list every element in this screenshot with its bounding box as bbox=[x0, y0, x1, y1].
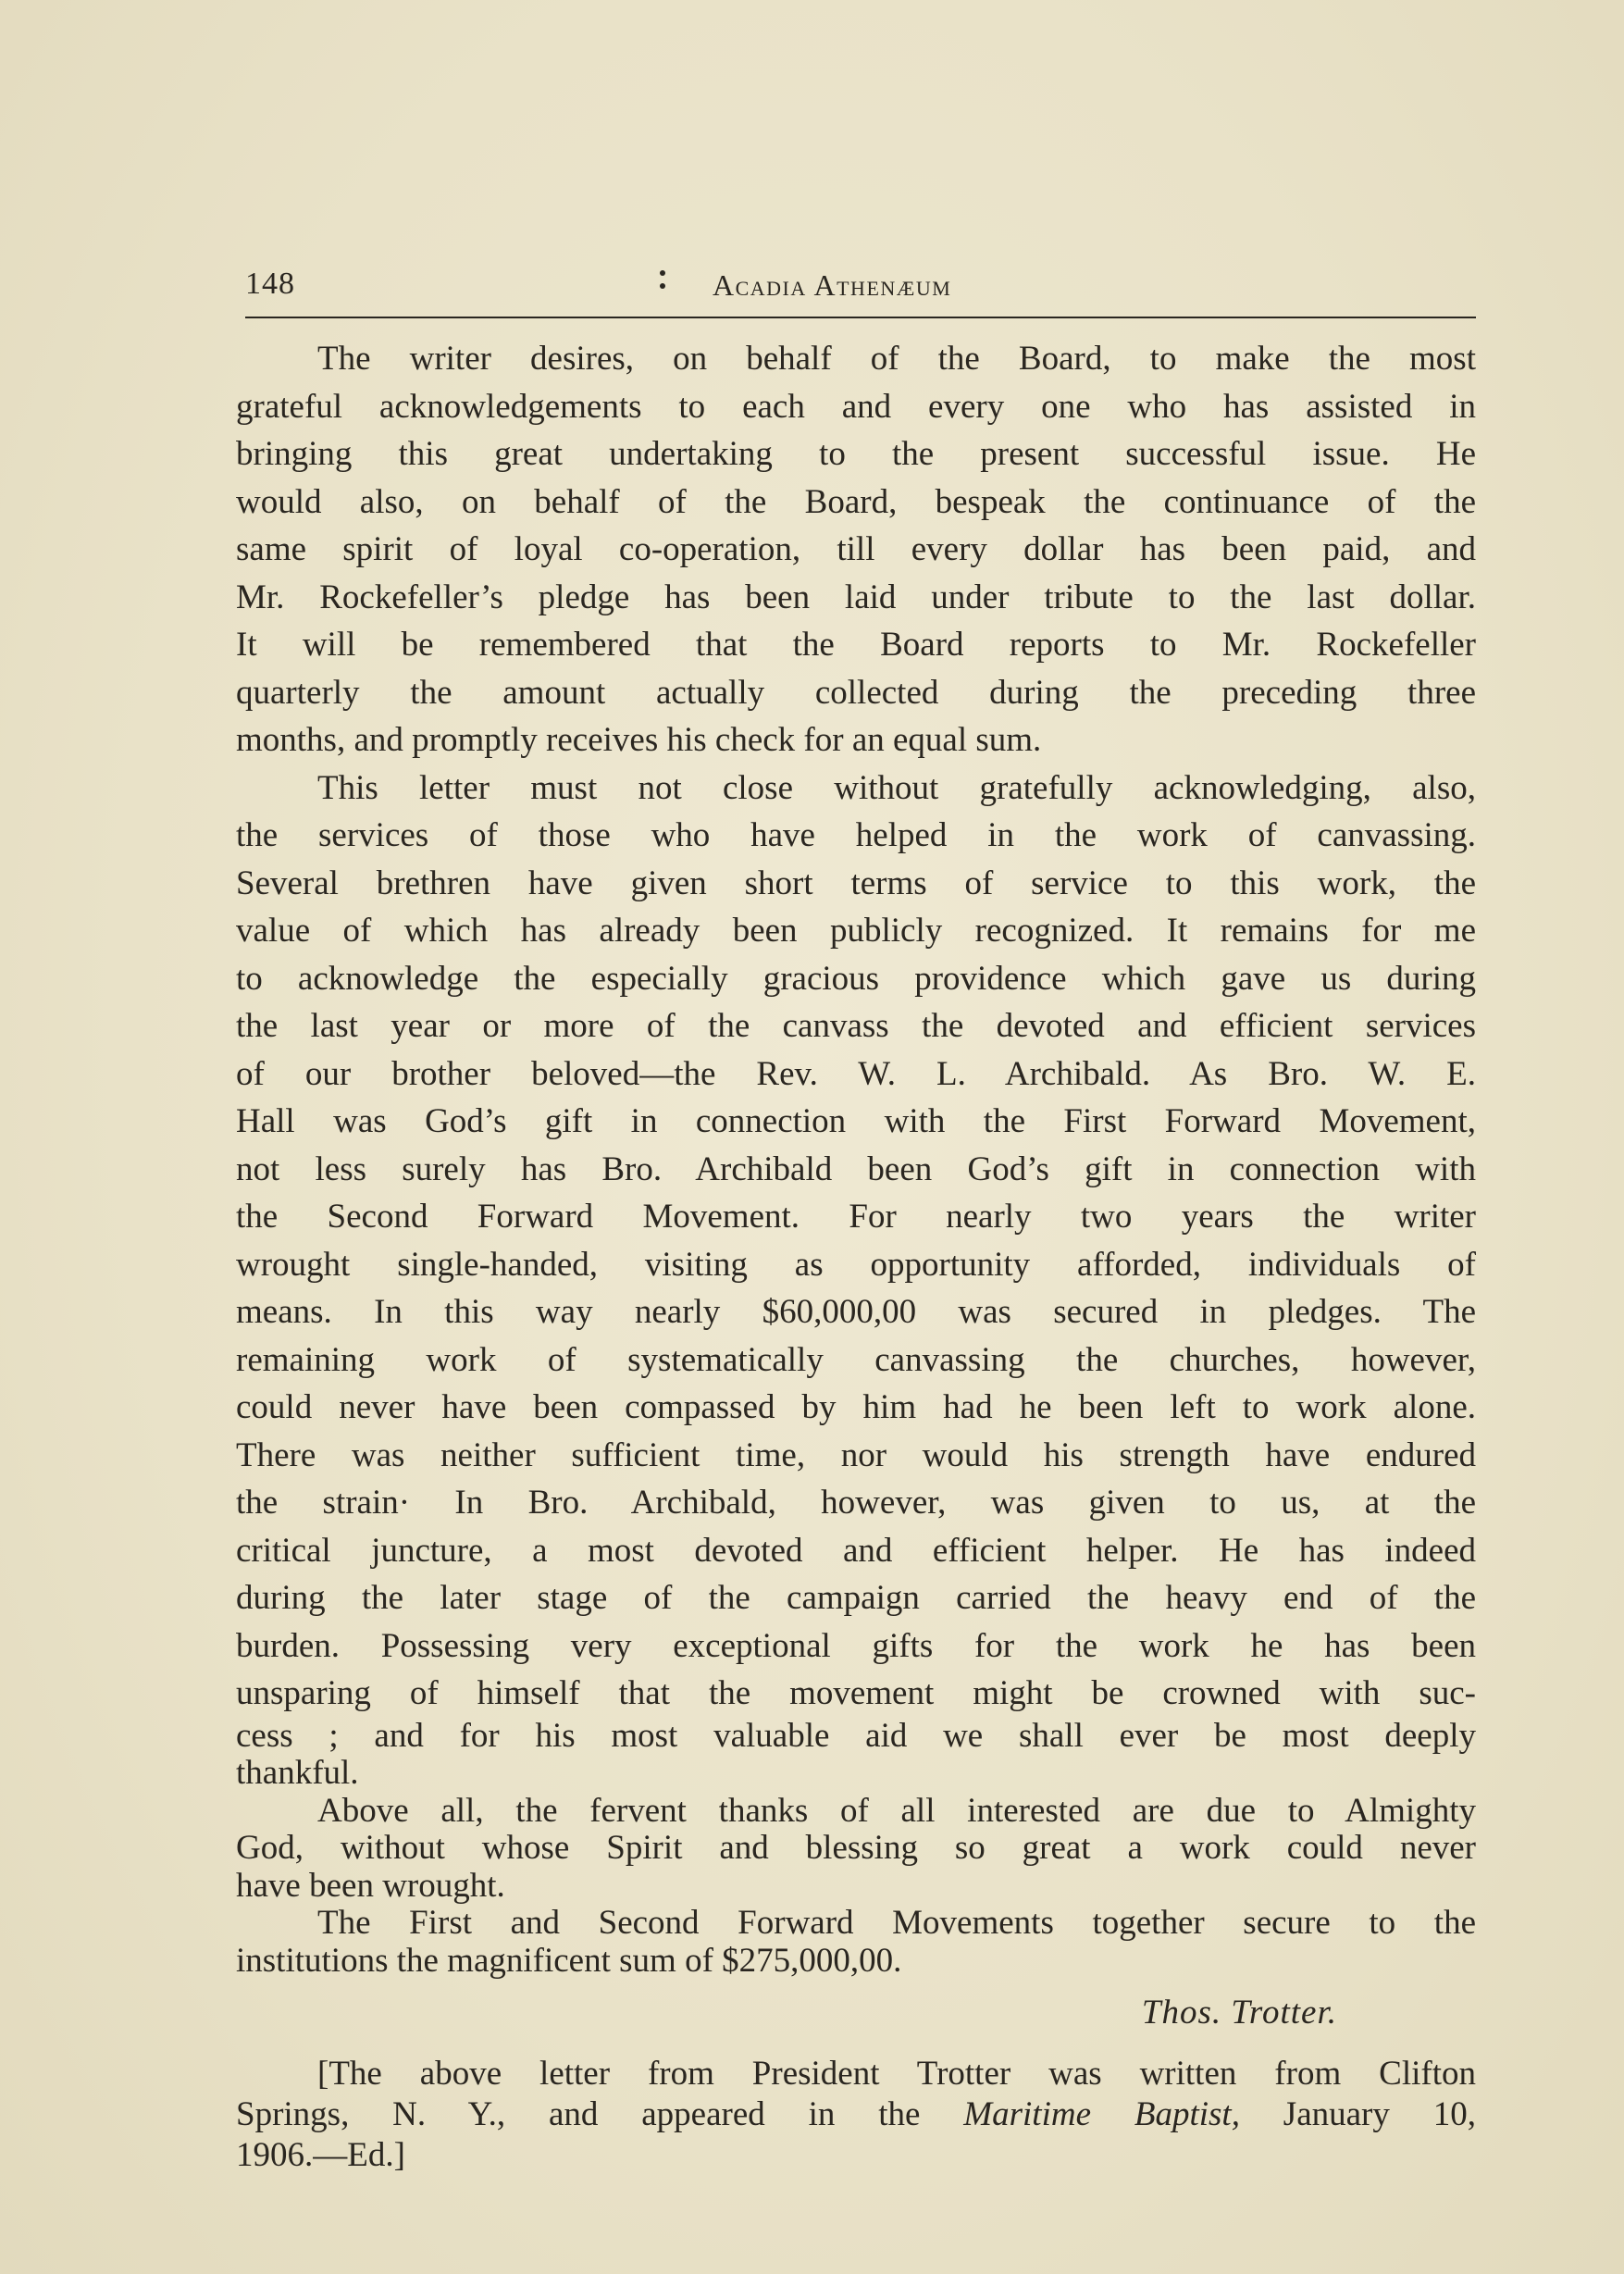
paragraph-thanks bbox=[236, 1793, 1476, 1906]
text-line: means. In this way nearly $60,000,00 was secured in pledges. The bbox=[236, 1293, 1476, 1331]
paragraph-canvassing bbox=[236, 764, 1476, 1718]
text-line: There was neither sufficient time, nor would his strength have endured bbox=[236, 1435, 1476, 1474]
paragraph-total bbox=[236, 1905, 1476, 1980]
text-line: remaining work of systematically canvassing the churches, however, bbox=[236, 1340, 1476, 1379]
paragraph-canvassing-end bbox=[236, 1718, 1476, 1793]
journal-title: Acadia Athenæum bbox=[713, 268, 952, 302]
text-line: cess ; and for his most valuable aid we shall ever be most deeply bbox=[236, 1716, 1476, 1755]
text-line: would also, on behalf of the Board, bespeak the continuance of the bbox=[236, 482, 1476, 521]
text-line: [The above letter from President Trotter was written from Clifton bbox=[317, 2055, 1476, 2093]
text-line: The writer desires, on behalf of the Board, to make the most bbox=[317, 340, 1476, 378]
text-line: Mr. Rockefeller’s pledge has been laid under tribute to the last dollar. bbox=[236, 578, 1476, 616]
page-number: 148 bbox=[245, 267, 295, 301]
editor-note bbox=[236, 2054, 1476, 2176]
text-line: could never have been compassed by him had he been left to work alone. bbox=[236, 1388, 1476, 1426]
text-line: months, and promptly receives his check for an equal sum. bbox=[236, 721, 1042, 759]
text-line: the services of those who have helped in the work of canvassing. bbox=[236, 816, 1476, 854]
text-line: not less surely has Bro. Archibald been God’s gift in connection with bbox=[236, 1149, 1476, 1188]
ornament-icon bbox=[658, 267, 667, 300]
text-line: Hall was God’s gift in connection with the First Forward Movement, bbox=[236, 1102, 1476, 1140]
text-line: This letter must not close without gratefully acknowledging, also, bbox=[317, 768, 1476, 807]
text-line: of our brother beloved—the Rev. W. L. Archibald. As Bro. W. E. bbox=[236, 1054, 1476, 1093]
text-line: It will be remembered that the Board reports to Mr. Rockefeller bbox=[236, 626, 1476, 664]
signature: Thos. Trotter. bbox=[1141, 1994, 1337, 2032]
text-line: Above all, the fervent thanks of all interested are due to Almighty bbox=[317, 1791, 1476, 1830]
publication-title: Maritime Baptist, bbox=[963, 2095, 1240, 2133]
text-line: same spirit of loyal co-operation, till every dollar has been paid, and bbox=[236, 530, 1476, 568]
text-line: value of which has already been publicly recognized. It remains for me bbox=[236, 912, 1476, 950]
paragraph-acknowledgements bbox=[236, 335, 1476, 764]
text-line: thankful. bbox=[236, 1754, 359, 1792]
text-line: Several brethren have given short terms of service to this work, the bbox=[236, 864, 1476, 902]
note-text: January 10, bbox=[1239, 2095, 1476, 2133]
running-head bbox=[245, 261, 1476, 305]
text-line: to acknowledge the especially gracious providence which gave us during bbox=[236, 959, 1476, 998]
article-text bbox=[236, 335, 1476, 2176]
text-line: 1906.—Ed.] bbox=[236, 2136, 405, 2174]
text-line: bringing this great undertaking to the present successful issue. He bbox=[236, 435, 1476, 473]
text-line: burden. Possessing very exceptional gifts for the work he has been bbox=[236, 1626, 1476, 1665]
text-line: unsparing of himself that the movement might be crowned with suc- bbox=[236, 1674, 1476, 1712]
text-line bbox=[236, 2094, 1476, 2135]
text-line: the Second Forward Movement. For nearly two years the writer bbox=[236, 1198, 1476, 1236]
note-text: Springs, N. Y., and appeared in the bbox=[236, 2095, 964, 2133]
text-line: wrought single-handed, visiting as opportunity afforded, individuals of bbox=[236, 1245, 1476, 1284]
text-line: the last year or more of the canvass the devoted and efficient services bbox=[236, 1007, 1476, 1045]
text-line: critical juncture, a most devoted and efficient helper. He has indeed bbox=[236, 1531, 1476, 1570]
text-line: quarterly the amount actually collected during the preceding three bbox=[236, 673, 1476, 712]
text-line: institutions the magnificent sum of $275,000,00. bbox=[236, 1941, 902, 1980]
text-line: God, without whose Spirit and blessing so great a work could never bbox=[236, 1829, 1476, 1867]
text-line: the strain· In Bro. Archibald, however, was given to us, at the bbox=[236, 1484, 1476, 1522]
header-rule bbox=[245, 317, 1476, 318]
text-line: during the later stage of the campaign carried the heavy end of the bbox=[236, 1579, 1476, 1617]
text-line: have been wrought. bbox=[236, 1866, 505, 1905]
text-line: grateful acknowledgements to each and every one who has assisted in bbox=[236, 387, 1476, 426]
text-line: The First and Second Forward Movements together secure to the bbox=[317, 1904, 1476, 1942]
